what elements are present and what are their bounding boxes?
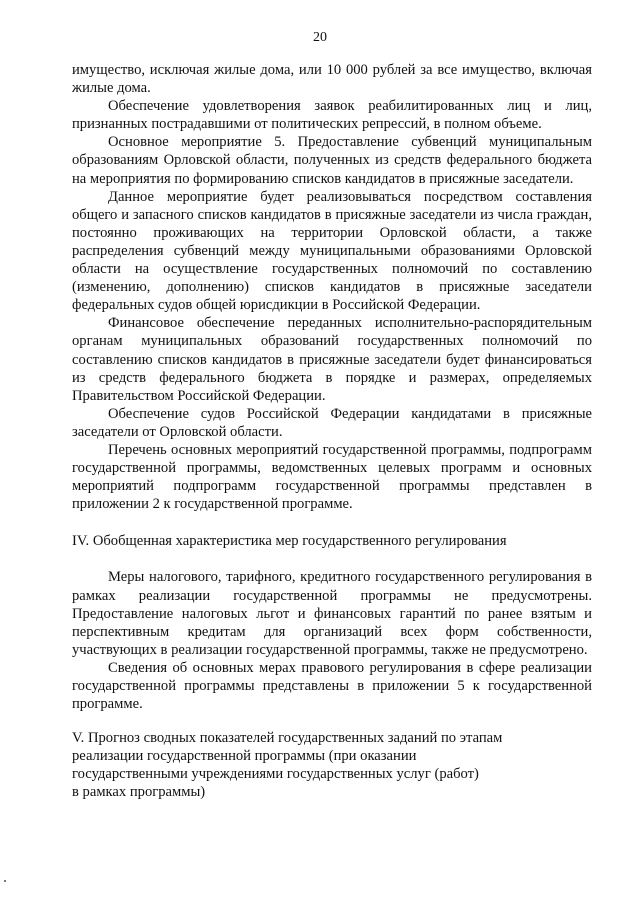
section-5-heading bbox=[72, 729, 592, 801]
paragraph-measure-implementation: Данное мероприятие будет реализовываться посредством составления общего и запасного списков кандидатов в присяжные заседатели из числа граждан, постоянно проживающих на территории Орловской области, а также распределения субвенций между муниципальными образованиями Орловской области на осуществление государственных полномочий по составлению (изменению, дополнению) списков кандидатов в присяжные заседатели федеральных судов общей юрисдикции в Российской Федерации. bbox=[72, 188, 592, 314]
paragraph-property-tax: имущество, исключая жилые дома, или 10 000 рублей за все имущество, включая жилые дома. bbox=[72, 62, 592, 97]
paragraph-financing: Финансовое обеспечение переданных исполнительно-распорядительным органам муниципальных образований государственных полномочий по составлению списков кандидатов в присяжные заседатели будет финансироваться из средств федерального бюджета в порядке и размерах, определяемых Правительством Российской Федерации. bbox=[72, 315, 592, 404]
paragraph-measures-list: Перечень основных мероприятий государственной программы, подпрограмм государственной программы, ведомственных целевых программ и основных мероприятий подпрограмм государственной программы представлен в приложении 2 к государственной программе. bbox=[72, 441, 592, 513]
page-number: 20 bbox=[313, 30, 327, 45]
section-5-heading-line: в рамках программы) bbox=[72, 784, 206, 801]
section-4-heading: IV. Обобщенная характеристика мер государственного регулирования bbox=[72, 533, 507, 550]
document-body bbox=[72, 61, 592, 802]
section-5-heading-line: V. Прогноз сводных показателей государственных заданий по этапам bbox=[72, 730, 503, 747]
paragraph-courts-provision: Обеспечение судов Российской Федерации кандидатами в присяжные заседатели от Орловской области. bbox=[72, 405, 592, 440]
paragraph-main-measure-5: Основное мероприятие 5. Предоставление субвенций муниципальным образованиям Орловской области, полученных из средств федерального бюджета на мероприятия по формированию списков кандидатов в присяжные заседатели. bbox=[72, 134, 592, 187]
paragraph-regulation-measures: Меры налогового, тарифного, кредитного государственного регулирования в рамках реализации государственной программы не предусмотрены. Предоставление налоговых льгот и финансовых гарантий по ранее взятым и перспективным кредитам для организаций всех форм собственности, участвующих в реализации государственной программы, также не предусмотрено. bbox=[72, 569, 592, 658]
section-5-heading-line: государственными учреждениями государственных услуг (работ) bbox=[72, 766, 479, 783]
section-5-heading-line: реализации государственной программы (при оказании bbox=[72, 748, 417, 765]
paragraph-legal-regulation: Сведения об основных мерах правового регулирования в сфере реализации государственной программы представлены в приложении 5 к государственной программе. bbox=[72, 659, 592, 713]
scan-speck bbox=[4, 880, 6, 882]
paragraph-rehabilitated: Обеспечение удовлетворения заявок реабилитированных лиц и лиц, признанных пострадавшими от политических репрессий, в полном объеме. bbox=[72, 98, 592, 133]
